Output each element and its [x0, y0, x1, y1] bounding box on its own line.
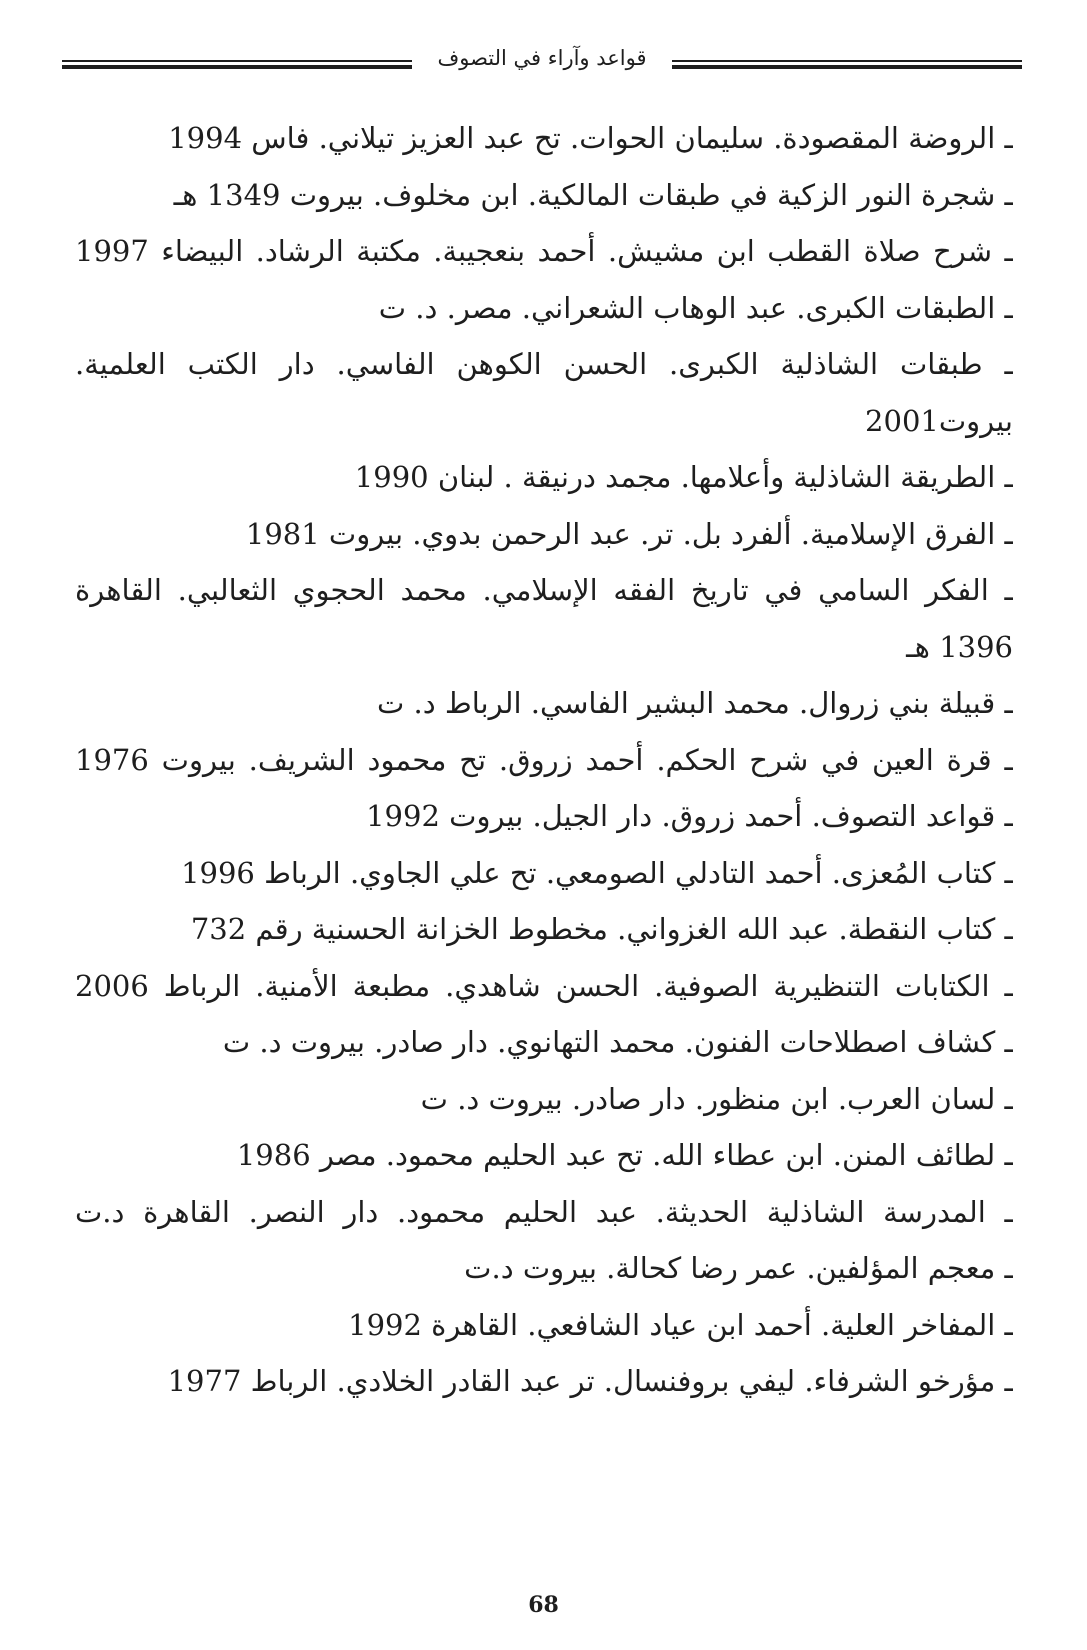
bibliography-entry-line: ـ شجرة النور الزكية في طبقات المالكية. ابن مخلوف. بيروت 1349 هـ — [173, 177, 1013, 212]
header-rule-right — [672, 60, 1022, 70]
bibliography-entry-line: ـ قواعد التصوف. أحمد زروق. دار الجيل. بيروت 1992 — [366, 799, 1013, 833]
bibliography-entry-line: ـ كتاب النقطة. عبد الله الغزواني. مخطوط الخزانة الحسنية رقم 732 — [190, 912, 1013, 946]
bibliography-entry-line: ـ الطبقات الكبرى. عبد الوهاب الشعراني. مصر. د. ت — [378, 290, 1013, 325]
bibliography-entry-line: 1396 هـ — [906, 629, 1013, 664]
bibliography-entry-line: ـ قرة العين في شرح الحكم. أحمد زروق. تح محمود الشريف. بيروت 1976 — [75, 742, 1013, 777]
header-rule-left — [62, 60, 412, 70]
bibliography-entry-line: ـ لطائف المنن. ابن عطاء الله. تح عبد الحليم محمود. مصر 1986 — [236, 1138, 1013, 1172]
bibliography-entry-line: ـ المفاخر العلية. أحمد ابن عياد الشافعي. القاهرة 1992 — [348, 1307, 1013, 1342]
bibliography-entry-line: بيروت2001 — [865, 403, 1013, 438]
bibliography-entry-line: ـ طبقات الشاذلية الكبرى. الحسن الكوهن الفاسي. دار الكتب العلمية. — [75, 347, 1013, 381]
bibliography-entry-line: ـ الفكر السامي في تاريخ الفقه الإسلامي. محمد الحجوي الثعالبي. القاهرة — [75, 573, 1013, 607]
bibliography-entry-line: ـ كتاب المُعزى. أحمد التادلي الصومعي. تح علي الجاوي. الرباط 1996 — [181, 855, 1013, 890]
bibliography-entry-line: ـ معجم المؤلفين. عمر رضا كحالة. بيروت د.ت — [464, 1251, 1013, 1285]
running-header — [62, 40, 1022, 80]
bibliography-list — [75, 110, 1013, 1410]
bibliography-entry-line: ـ المدرسة الشاذلية الحديثة. عبد الحليم محمود. دار النصر. القاهرة د.ت — [75, 1194, 1013, 1229]
bibliography-entry-line: ـ الطريقة الشاذلية وأعلامها. مجمد درنيقة . لبنان 1990 — [354, 460, 1013, 494]
bibliography-entry-line: ـ الكتابات التنظيرية الصوفية. الحسن شاهدي. مطبعة الأمنية. الرباط 2006 — [75, 968, 1013, 1003]
bibliography-entry-line: ـ مؤرخو الشرفاء. ليفي بروفنسال. تر عبد القادر الخلادي. الرباط 1977 — [167, 1364, 1013, 1398]
bibliography-entry-line: ـ لسان العرب. ابن منظور. دار صادر. بيروت د. ت — [420, 1081, 1013, 1116]
bibliography-entry-line: ـ كشاف اصطلاحات الفنون. محمد التهانوي. دار صادر. بيروت د. ت — [222, 1025, 1013, 1059]
bibliography-entry-line: ـ قبيلة بني زروال. محمد البشير الفاسي. الرباط د. ت — [377, 686, 1013, 720]
bibliography-entry-line: ـ الروضة المقصودة. سليمان الحوات. تح عبد العزيز تيلاني. فاس 1994 — [168, 121, 1013, 155]
header-title: قواعد وآراء في التصوف — [437, 46, 647, 70]
bibliography-entry-line: ـ شرح صلاة القطب ابن مشيش. أحمد بنعجيبة. مكتبة الرشاد. البيضاء 1997 — [75, 234, 1013, 268]
bibliography-entry-line: ـ الفرق الإسلامية. ألفرد بل. تر. عبد الرحمن بدوي. بيروت 1981 — [245, 516, 1013, 551]
page-number: 68 — [528, 1592, 559, 1618]
